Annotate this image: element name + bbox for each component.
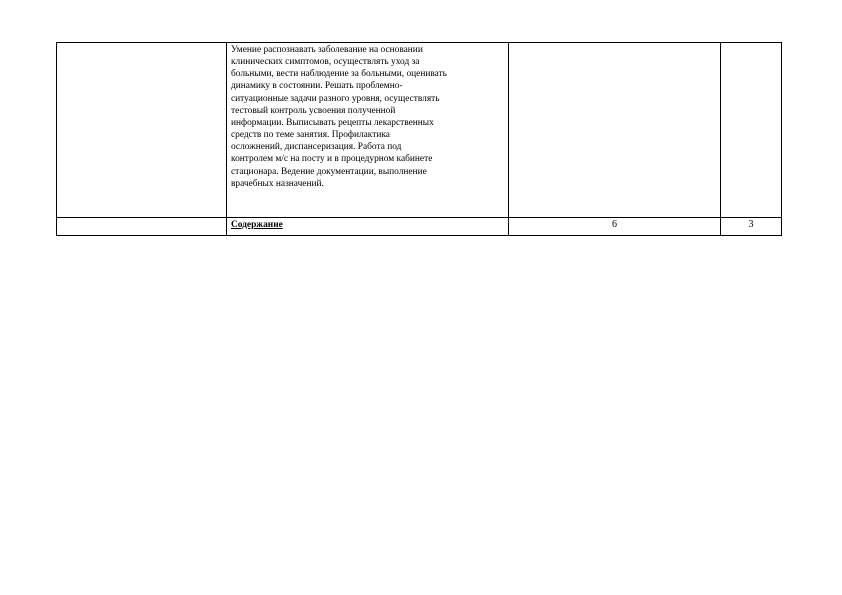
- description-line: тестовый контроль усвоения полученной: [231, 105, 396, 116]
- table-row: [57, 218, 782, 236]
- table-cell-level: [721, 43, 782, 218]
- description-line: больными, вести наблюдение за больными, оценивать: [231, 69, 447, 80]
- description-line: осложнений, диспансеризация. Работа под: [231, 142, 402, 153]
- table-cell-description: [227, 43, 509, 218]
- table-cell-empty: [57, 43, 227, 218]
- description-line: клинических симптомов, осуществлять уход за: [231, 57, 420, 68]
- table-cell-hours: [509, 43, 721, 218]
- description-line: динамику в состоянии. Решать проблемно-: [231, 81, 403, 92]
- description-line: Умение распознавать заболевание на основании: [231, 45, 423, 55]
- content-label: Содержание: [231, 220, 283, 230]
- description-line: контролем м/с на посту и в процедурном кабинете: [231, 154, 433, 165]
- description-line: ситуационные задачи разного уровня, осуществлять: [231, 93, 440, 104]
- table-cell-hours: 6: [509, 218, 721, 236]
- table-cell-content-label: [227, 218, 509, 236]
- description-line: врачебных назначений.: [231, 178, 324, 189]
- description-line: средств по теме занятия. Профилактика: [231, 130, 390, 141]
- table-cell-empty: [57, 218, 227, 236]
- table-cell-level: 3: [721, 218, 782, 236]
- description-line: стационара. Ведение документации, выполнение: [231, 166, 427, 177]
- table-row: [57, 43, 782, 218]
- description-line: информации. Выписывать рецепты лекарственных: [231, 117, 434, 128]
- curriculum-table: [56, 42, 782, 236]
